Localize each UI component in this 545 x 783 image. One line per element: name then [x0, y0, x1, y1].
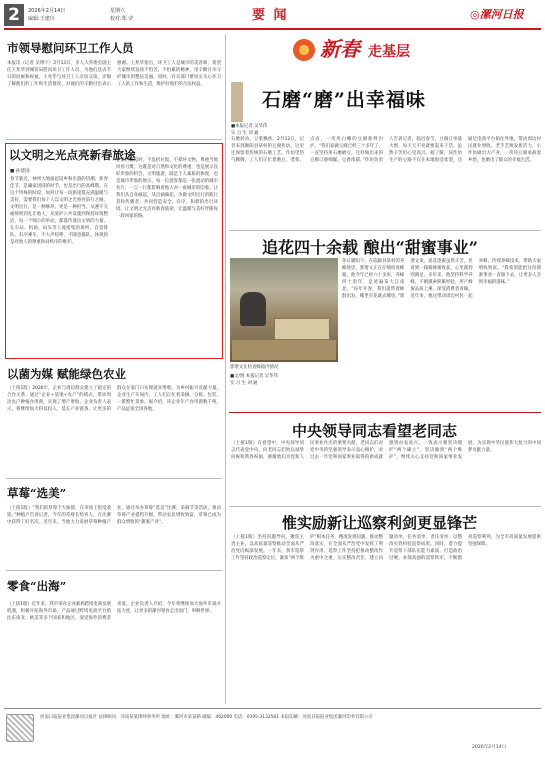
header-date: 2026年2月14日 — [28, 8, 66, 14]
footer-text: 河南日报报业集团漯河日报社 法律顾问：河南某某律师事务所 地址：漯河市某某路 邮编：462000 电话：0395-3132561 本报印刷：河南日报报业集团漯河印务有限公司 — [40, 715, 373, 720]
headline-snacks: 零食“出海” — [7, 579, 67, 593]
headline-strawberry: 草莓“选美” — [7, 486, 67, 500]
newspaper-logo: ◎漯河日报 — [470, 8, 524, 21]
logo-icon: ◎ — [470, 8, 480, 21]
headline-civility: 以文明之光点亮新春旅途 — [9, 148, 136, 162]
footer-date: 2026年2月14日 — [472, 745, 507, 750]
commentary-author: ■ 孙建国 — [10, 169, 30, 174]
article-inspection: （上接1版）坚持问题导向，聚焦主责主业，以高质量巡察推动全面从严治党向纵深发展。一年来，我市巡察工作坚持政治巡察定位，紧扣“两个维护”根本任务，精准发现问题，推动整改落实，在全面从严治党中发挥了利剑作用。巡察工作坚持把推动整改作为重中之重，压实整改责任，建立问题清单、任务清单、责任清单，以整改实效检验巡察成果。同时，着力提升巡察干部队伍能力素质，打造政治过硬、本领高强的巡察铁军，不断擦亮巡察利剑，为全市高质量发展提供坚强保障。 — [231, 535, 541, 562]
header-weekday: 星期六 — [110, 8, 126, 14]
header-editor: 编辑:王建玲 — [28, 16, 55, 22]
photo-caption: 郭增文在检查蜂箱内情况 — [230, 365, 279, 370]
article-mushroom: （上接1版）2026年，企业与周边群众建立了稳定的合作关系，通过“企业+基地+农户”的模式，带动周边农户种植食用菌，实现了增产增收。企业负责人表示，将继续加大科技投入，延长产业链条，让更多的群众在家门口实现就业增收，为乡村振兴贡献力量。企业生产车间内，工人们正忙着采摘、分拣、包装，一派繁忙景象。据介绍，该企业年产食用菌数千吨，产品远销全国各地。 — [7, 386, 221, 413]
spring-banner — [312, 34, 442, 66]
header-rule — [4, 28, 541, 30]
byline-beekeeper: ■文/图 本报记者 吴华伟 实 习 生 刘 通 — [230, 374, 278, 386]
byline-stone-mill: ■本报记者 吴华伟 实 习 生 刘 通 — [231, 124, 268, 136]
beekeeper-photo — [230, 258, 338, 362]
article-beekeeper: 冬日暖阳下，在临颍县某村的养蜂场里，郭增文正在仔细检查蜂箱。他今年已经六十多岁，养蜂四十余年，足迹遍布大江南北。“每年开春，我们就带着蜂群出发，哪里有花就去哪里。”郭增文说，追花逐蜜虽然辛苦，但看到一箱箱蜂蜜收获，心里就特别满足。多年来，他坚持科学养蜂，不断摸索积累经验，所产蜂蜜品质上乘，深受消费者青睐。近年来，他还带动周边村民一起养蜂，传授养蜂技术，帮助大家增收致富。“我希望能把这份甜蜜事业一直做下去，让更多人尝到幸福的滋味。” — [342, 259, 541, 300]
stone-mill-photo — [231, 82, 243, 122]
article-sanitation: 本报讯（记者 吴博宇）2月13日，市人大常委会副主任王兆华到城管局慰问环卫工作人员，为他们送去节日的问候和祝福。王兆华与环卫工人亲切交谈，详细了解他们的工作和生活情况，对他们的辛勤付出表示感谢。王兆华指出，环卫工人是城市的美容师，希望大家继续发扬不怕苦、不怕累的精神，用辛勤汗水守护城市的整洁美丽。同时，有关部门要切实关心环卫工人的工作和生活，维护好他们的合法权益。 — [7, 61, 221, 88]
footer-logo-icon — [6, 714, 34, 742]
headline-inspection: 惟实励新让巡察利剑更显锋芒 — [282, 514, 478, 532]
headline-mushroom: 以菌为媒 赋能绿色农业 — [7, 367, 127, 381]
headline-leaders: 中央领导同志看望老同志 — [292, 422, 458, 440]
article-stone-mill: 石磨转动，豆浆飘香。2月12日，记者来到舞阳县某村的豆腐作坊，这里还保留着传统的石磨工艺。作坊里热气腾腾，工人们正忙着磨豆、煮浆、点卤，一块块白嫩的豆腐新鲜出炉。“我们家做豆腐已经三十多年了，一直坚持用石磨磨豆，这样做出来的豆腐口感细腻、豆香浓郁。”作坊负责人告诉记者，临近春节，豆腐订单量大增，每天天不亮就要起来干活，虽然辛苦但心里高兴。据了解，该作坊生产的豆腐不仅在本地很受欢迎，还通过电商平台销往外地，带动周边村民就业增收。老手艺焕发新活力，小作坊做出大产业，一块块豆腐承载着乡愁，也磨出了群众的幸福生活。 — [231, 137, 541, 164]
commentary-text-1: 春节临近，神州大地涌起返乡和出游的热潮。新春佳节，是阖家团圆的时节，也是出行的高峰期。在这个特殊的时段，如何让每一段旅途都充满温暖与美好，需要我们每个人以文明之光照亮前行之路。文明出行，是一种修养，更是一种担当。从遵守交通规则到礼让他人，从爱护公共设施到保持环境整洁，每一个细小的举动，都能传递出文明的力量。在车站、机场、码头等人流密集的场所，自觉排队、有序乘车，不大声喧哗，不随意插队，体现的是对他人的尊重和对秩序的维护。 — [10, 177, 108, 246]
article-strawberry: （上接1版）“我们的草莓个大味甜，在市场上很受欢迎。”种植户告诉记者，今年的草莓长势喜人，在比赛中获得了好名次。近年来，当地大力发展草莓种植产业，通过举办草莓“选美”比赛、采摘节等活动，推动草莓产业提档升级，带动农民增收致富，草莓已成为群众增收的“甜蜜产业”。 — [7, 506, 221, 526]
commentary-text-2: 在景区游览时，不乱扔垃圾、不损坏文物，尊重当地风俗习惯，这既是对自然和文化的尊重，也是展示良好形象的机会。文明旅游，既是个人素质的体现，也是城市形象的展示。每一位游客都是一张流动的城市名片，一言一行都影响着他人对一座城市的印象。让我们从自身做起，从点滴做起，争做文明出行的践行者和传播者，共同营造安全、有序、和谐的出行环境，让文明之光点亮新春旅途，让温暖与美好伴随每一段回家的路。 — [116, 158, 218, 220]
header-proof: 校对:郑 莹 — [110, 16, 134, 22]
section-divider — [229, 412, 541, 413]
headline-sanitation: 市领导慰问环卫工作人员 — [7, 41, 134, 55]
page-number: 2 — [4, 4, 24, 26]
banner-big-text: 新春 — [320, 37, 360, 61]
headline-stone-mill: 石磨“磨”出幸福味 — [262, 89, 426, 111]
banner-flower-icon — [290, 36, 318, 64]
banner-rest-text: 走基层 — [368, 44, 410, 60]
article-leaders: （上接1版）在看望中，中央领导同志代表党中央，向老同志们致以诚挚问候和新春祝福，感谢他们为党和人民事业作出的重要贡献。老同志们对党中央的坚强领导表示衷心拥护，对过去一年党和国家事业取得的新成就感到由衷高兴，一致表示要坚决拥护“两个确立”、坚决做到“两个维护”，继续关心支持党和国家事业发展，为实现中华民族伟大复兴的中国梦贡献力量。 — [231, 441, 541, 461]
headline-beekeeper: 追花四十余载 酿出“甜蜜事业” — [262, 238, 478, 257]
article-snacks: （上接1版）近年来，我市零食企业紧抓跨境电商发展机遇，积极开拓海外市场。产品通过跨境电商平台销往东南亚、欧美等多个国家和地区，深受海外消费者喜爱。企业负责人介绍，今年将继续加大海外市场开拓力度，让更多的漯河零食走出国门，叫响世界。 — [7, 602, 221, 622]
section-title: 要 闻 — [252, 8, 289, 23]
